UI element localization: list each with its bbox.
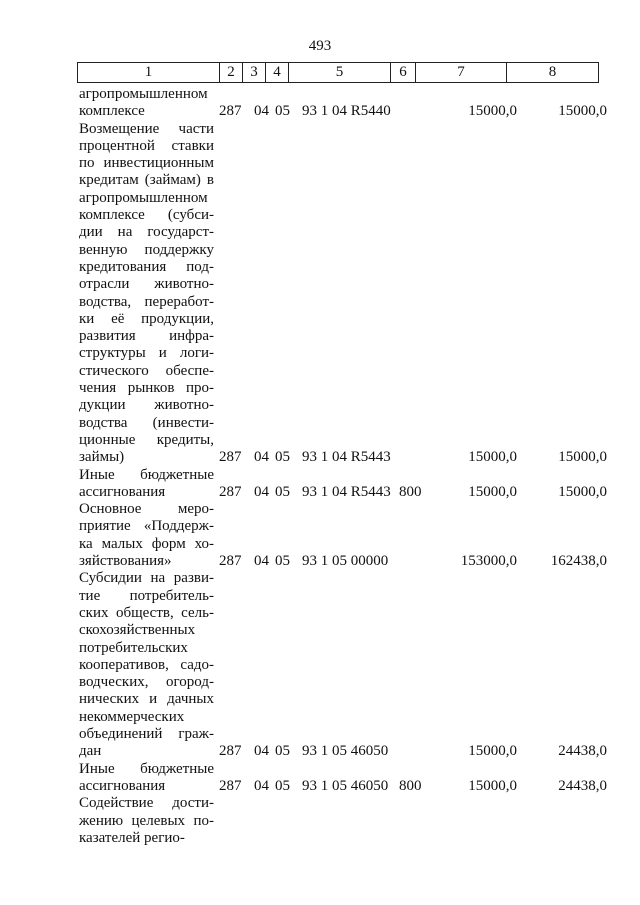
row-value-c3: 04 [254,103,269,120]
description-line: водства (инвести- [79,414,214,431]
column-header-4: 4 [266,63,289,83]
column-header-table [77,62,599,83]
column-header-3: 3 [243,63,266,83]
row-value-c5: 93 1 05 46050 [302,743,389,760]
row-value-c2: 287 [219,483,242,500]
description-line: нических и дачных [79,691,214,708]
row-value-c3: 04 [254,553,269,570]
row-value-c5: 93 1 04 R5440 [302,103,391,120]
row-value-c5: 93 1 05 46050 [302,778,389,794]
row-value-c4: 05 [275,103,290,120]
page-number: 493 [308,38,332,54]
row-value-c2: 287 [219,449,242,466]
description-line: Иные бюджетные [79,760,214,777]
description-line: Иные бюджетные [79,466,214,483]
row-value-c7: 15000,0 [468,483,517,500]
description-line: процентной ставки [79,137,214,154]
row-value-c7: 15000,0 [468,449,517,466]
column-header-6: 6 [391,63,416,83]
description-line: агропромышленном [79,86,208,102]
description-line: ассигнования [79,483,166,500]
row-value-c3: 04 [254,778,269,794]
description-line: дукции животно- [79,397,214,414]
description-line: водческих, огород- [79,674,214,691]
column-header-8: 8 [507,63,599,83]
row-value-c4: 05 [275,483,290,500]
row-description [79,501,214,570]
description-line: жению целевых по- [79,812,214,829]
description-line: кредитам (займам) в [79,172,214,189]
description-line: ционные кредиты, [79,431,214,448]
row-value-c2: 287 [219,103,242,120]
description-line: комплексе [79,103,145,120]
column-header-5: 5 [289,63,391,83]
description-line: комплексе (субси- [79,207,214,224]
row-value-c4: 05 [275,553,290,570]
row-value-c5: 93 1 05 00000 [302,553,389,570]
description-line: скохозяйственных [79,622,196,639]
description-line: тие потребитель- [79,587,214,604]
description-line: приятие «Поддерж- [79,518,214,535]
row-value-c6: 800 [399,778,422,794]
row-value-c7: 153000,0 [460,553,517,570]
description-line: агропромышленном [79,189,208,206]
row-value-c4: 05 [275,743,290,760]
row-value-c2: 287 [219,553,242,570]
row-value-c7: 15000,0 [468,743,517,760]
description-line: потребительских [79,639,188,656]
description-line: чения рынков про- [79,380,214,397]
row-value-c8: 15000,0 [558,449,607,466]
description-line: дан [79,743,102,760]
description-line: ка малых форм хо- [79,535,214,552]
row-description [79,467,214,502]
description-line: венную поддержку [79,241,214,258]
row-value-c4: 05 [275,449,290,466]
description-line: стического обеспе- [79,362,214,379]
description-line: займы) [79,449,125,466]
row-value-c3: 04 [254,483,269,500]
row-value-c5: 93 1 04 R5443 [302,483,391,500]
description-line: ки её продукции, [79,310,214,327]
row-value-c8: 24438,0 [558,743,607,760]
description-line: Субсидии на разви- [79,570,214,587]
description-line: объединений граж- [79,726,214,743]
row-value-c2: 287 [219,778,242,794]
description-line: водства, переработ- [79,293,214,310]
row-value-c6: 800 [399,483,422,500]
row-value-c7: 15000,0 [468,103,517,120]
row-description [79,761,214,796]
row-value-c3: 04 [254,449,269,466]
description-line: структуры и логи- [79,345,214,362]
row-description [79,121,214,467]
column-header-row [78,63,599,83]
description-line: дии на государст- [79,224,214,241]
description-line: казателей регио- [79,829,185,846]
description-line: отрасли животно- [79,276,214,293]
row-value-c5: 93 1 04 R5443 [302,449,391,466]
row-description [79,570,214,760]
description-line: Содействие дости- [79,795,214,812]
row-value-c2: 287 [219,743,242,760]
description-line: некоммерческих [79,708,185,725]
description-line: Возмещение части [79,120,214,137]
description-line: развития инфра- [79,328,214,345]
row-value-c3: 04 [254,743,269,760]
description-line: кредитования под- [79,258,214,275]
row-value-c8: 15000,0 [558,483,607,500]
description-line: ассигнования [79,777,166,794]
description-line: зяйствования» [79,553,172,570]
column-header-2: 2 [220,63,243,83]
description-line: ских обществ, сель- [79,604,214,621]
description-line: кооперативов, садо- [79,656,214,673]
row-value-c4: 05 [275,778,290,794]
column-header-7: 7 [416,63,507,83]
description-line: по инвестиционным [79,155,214,172]
description-line: Основное меро- [79,501,214,518]
row-description [79,86,214,121]
row-description [79,795,214,847]
row-value-c7: 15000,0 [468,778,517,794]
column-header-1: 1 [78,63,220,83]
row-value-c8: 15000,0 [558,103,607,120]
row-value-c8: 24438,0 [558,778,607,794]
row-value-c8: 162438,0 [550,553,607,570]
